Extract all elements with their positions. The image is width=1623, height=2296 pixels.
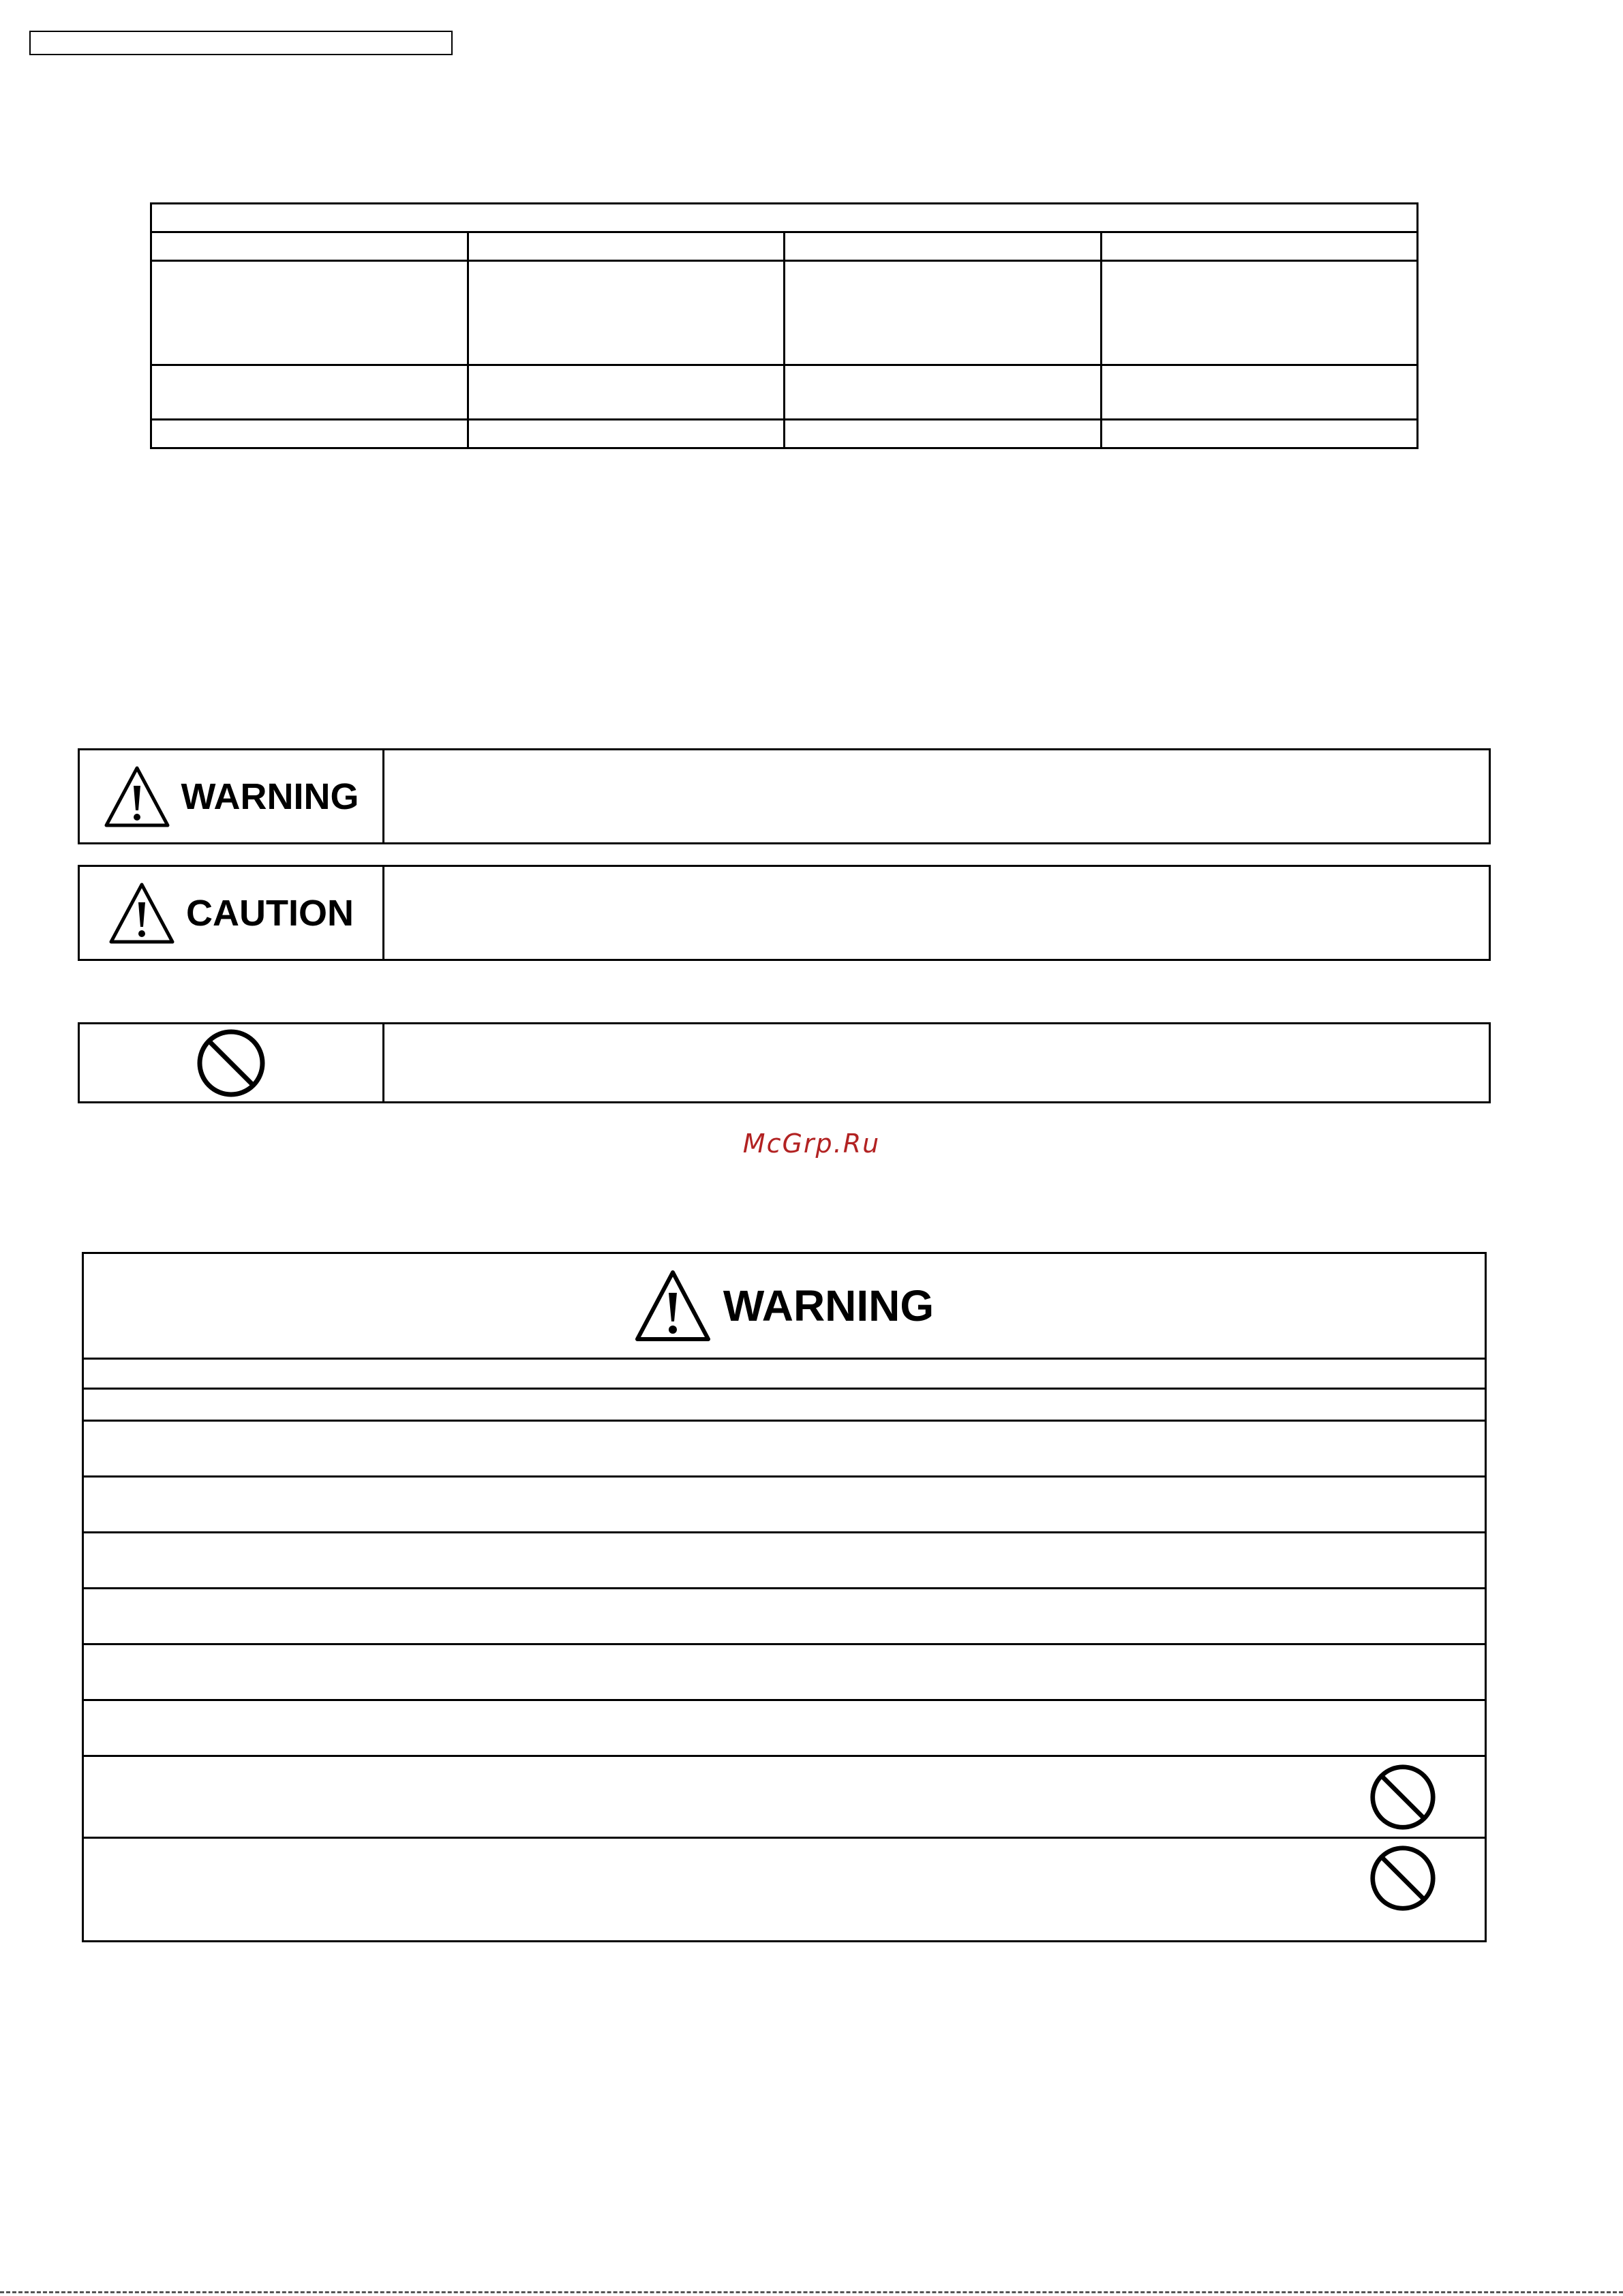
prohibition-icon [196,1028,267,1099]
spec-header-cell [468,232,785,261]
legend-warning-label: WARNING [181,776,359,817]
watermark: McGrp.Ru [742,1129,881,1159]
spec-cell [151,419,468,448]
spec-table-title-cell [151,204,1418,232]
spec-header-cell [1101,232,1418,261]
warning-table-row [84,1839,1485,1940]
warning-table-row [84,1478,1485,1533]
legend-warning-description [384,750,1489,842]
prohibition-icon [1369,1763,1437,1831]
warning-triangle-icon [635,1270,711,1342]
prohibition-icon [1369,1844,1437,1912]
legend-warning-row [78,748,1491,844]
caution-triangle-icon [108,882,175,945]
spec-cell [151,261,468,365]
legend-prohibited-description [384,1024,1489,1101]
spec-table [150,202,1419,449]
legend-prohibited-row [78,1022,1491,1103]
spec-cell [1101,261,1418,365]
warning-table-row [84,1422,1485,1478]
spec-cell [785,419,1102,448]
spec-header-cell [785,232,1102,261]
legend-prohibited-symbol [80,1024,384,1101]
warning-table-row [84,1701,1485,1757]
warning-table-title: WARNING [723,1281,935,1330]
spec-cell [1101,365,1418,419]
warning-table-row [84,1589,1485,1645]
warning-table-row [84,1533,1485,1589]
warning-triangle-icon [104,765,170,828]
header-box [29,31,453,55]
spec-cell [785,365,1102,419]
spec-cell [785,261,1102,365]
legend-caution-row [78,865,1491,961]
legend-warning-symbol [80,750,384,842]
footer-divider [0,2291,1623,2294]
spec-header-cell [151,232,468,261]
legend-caution-symbol [80,867,384,959]
legend-caution-description [384,867,1489,959]
legend-caution-label: CAUTION [186,892,354,934]
warning-table-header [84,1254,1485,1360]
spec-cell [1101,419,1418,448]
warning-table-row [84,1757,1485,1839]
warning-table-row [84,1390,1485,1422]
spec-cell [151,365,468,419]
warning-table [82,1252,1487,1942]
spec-cell [468,419,785,448]
spec-cell [468,365,785,419]
warning-table-row [84,1645,1485,1701]
warning-table-row [84,1360,1485,1390]
spec-cell [468,261,785,365]
